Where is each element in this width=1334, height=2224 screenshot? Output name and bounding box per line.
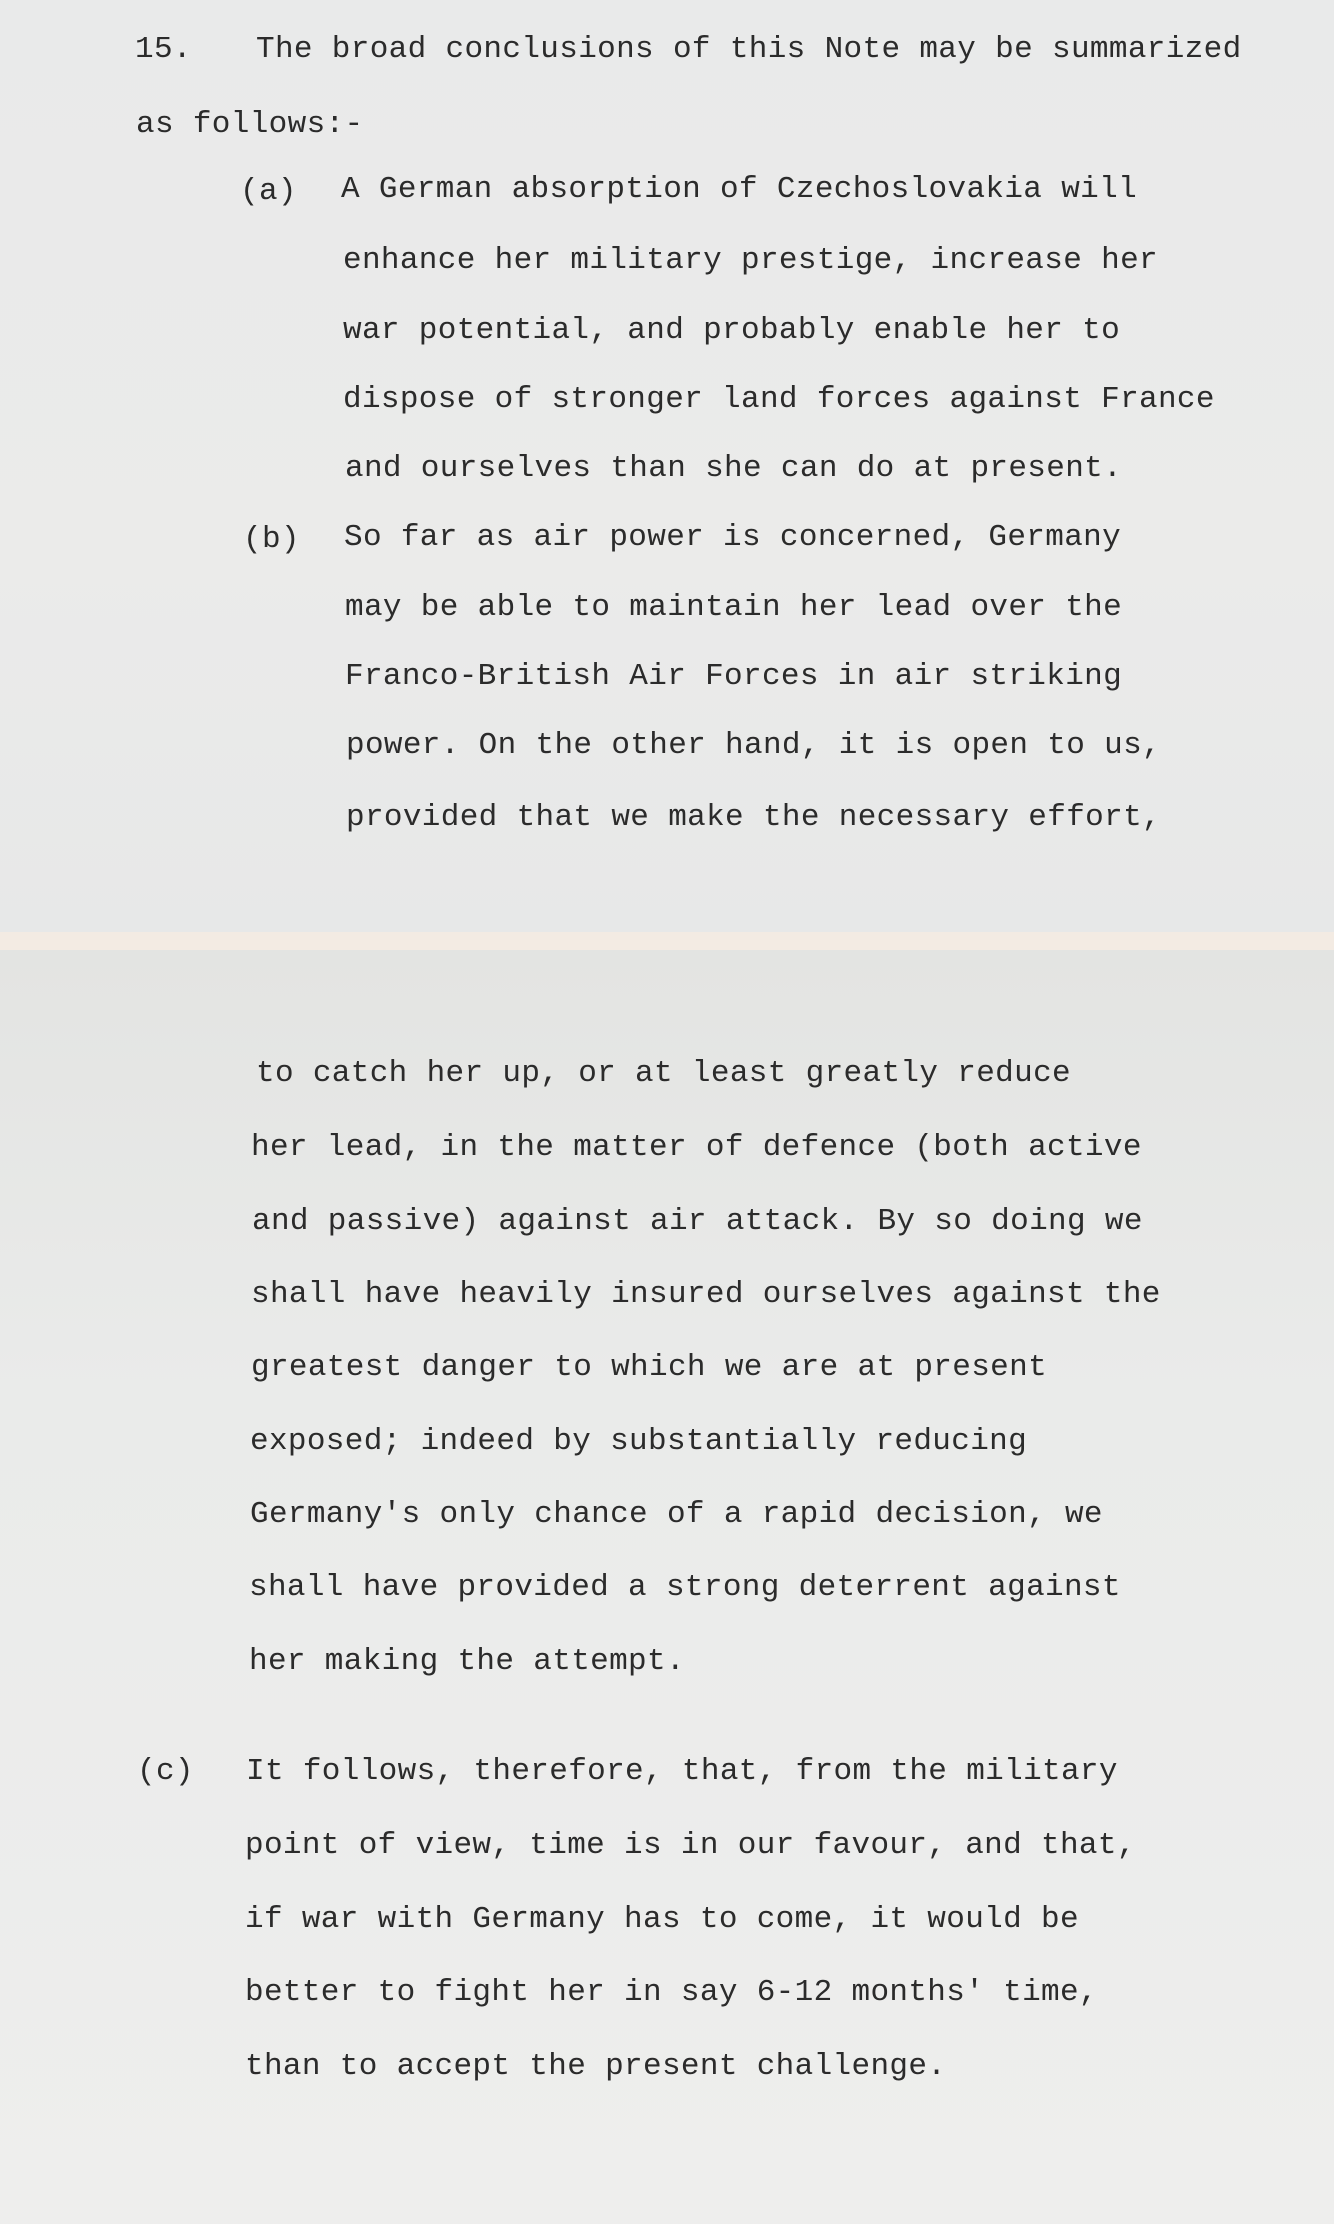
item-b-cont-line-3: and passive) against air attack. By so doing we bbox=[252, 1204, 1143, 1239]
item-b-cont-line-2: her lead, in the matter of defence (both active bbox=[251, 1130, 1142, 1165]
item-b-cont-line-1: to catch her up, or at least greatly reduce bbox=[256, 1056, 1071, 1091]
item-c-line-3: if war with Germany has to come, it would be bbox=[245, 1902, 1079, 1937]
item-b-marker: (b) bbox=[243, 522, 300, 557]
item-b-line-5: provided that we make the necessary effort, bbox=[346, 800, 1161, 835]
item-b-cont-line-9: her making the attempt. bbox=[249, 1644, 685, 1679]
item-b-cont-line-7: Germany's only chance of a rapid decision, we bbox=[250, 1497, 1103, 1532]
item-c-line-4: better to fight her in say 6-12 months' time, bbox=[245, 1975, 1098, 2010]
item-a-line-5: and ourselves than she can do at present. bbox=[345, 451, 1123, 486]
document-page-bottom bbox=[0, 950, 1334, 2224]
item-b-cont-line-4: shall have heavily insured ourselves against the bbox=[251, 1277, 1161, 1312]
item-c-marker: (c) bbox=[137, 1754, 194, 1789]
item-b-cont-line-6: exposed; indeed by substantially reducing bbox=[250, 1424, 1028, 1459]
item-a-line-2: enhance her military prestige, increase her bbox=[343, 243, 1158, 278]
paragraph-number: 15. bbox=[135, 32, 192, 67]
item-b-line-1: So far as air power is concerned, Germany bbox=[344, 520, 1122, 555]
intro-line-2: as follows:- bbox=[136, 107, 364, 142]
item-a-line-1: A German absorption of Czechoslovakia will bbox=[341, 172, 1138, 207]
document-page-top bbox=[0, 0, 1334, 932]
item-b-line-3: Franco-British Air Forces in air striking bbox=[345, 659, 1123, 694]
item-a-line-3: war potential, and probably enable her to bbox=[343, 313, 1121, 348]
item-b-line-4: power. On the other hand, it is open to us, bbox=[346, 728, 1161, 763]
item-b-line-2: may be able to maintain her lead over the bbox=[345, 590, 1123, 625]
intro-line-1: The broad conclusions of this Note may be summarized bbox=[256, 32, 1242, 67]
item-a-marker: (a) bbox=[240, 174, 297, 209]
item-c-line-1: It follows, therefore, that, from the military bbox=[246, 1754, 1118, 1789]
item-c-line-2: point of view, time is in our favour, and that, bbox=[245, 1828, 1136, 1863]
item-b-cont-line-5: greatest danger to which we are at present bbox=[251, 1350, 1048, 1385]
item-b-cont-line-8: shall have provided a strong deterrent against bbox=[249, 1570, 1121, 1605]
item-a-line-4: dispose of stronger land forces against France bbox=[343, 382, 1215, 417]
item-c-line-5: than to accept the present challenge. bbox=[245, 2049, 947, 2084]
